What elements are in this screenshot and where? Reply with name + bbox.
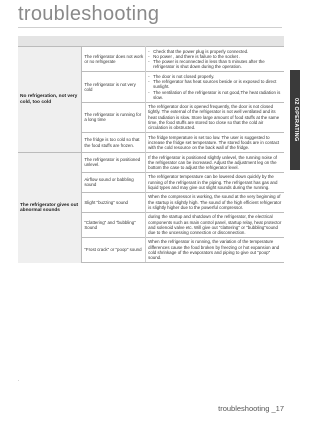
cause-cell: The refrigerator is positioned unlevel. <box>82 153 146 173</box>
solution-item: The refrigerator has heat sources beside or is exposed to direct sunlight. <box>153 78 277 90</box>
problem-cell: No refrigeration, not very cold, too cold <box>18 47 82 153</box>
table-row <box>18 47 284 72</box>
solution-cell: during the startup and shutdown of the refrigerator, the electrical components such as main control panel, startup relay, heat protector and solenoid valve etc. Will give out "clattering" or "bubbling"sound due to the uncessing connection or disconnection. <box>146 212 284 237</box>
cause-cell: The refrigerator is not very cold <box>82 72 146 102</box>
solution-item: No power , and there is failure to the socket . <box>153 53 241 59</box>
cause-cell: The refrigerator is running for a long time <box>82 102 146 132</box>
solution-cell: When the refrigerator is running, the variation of the temperature differences cause the food broken by freezing or hot expansion and cold shrinkage of the evaporators and piping to give out "poop" sound. <box>146 237 284 262</box>
problem-cell: The refrigerator gives out abnormal sounds <box>18 153 82 263</box>
stray-mark: . <box>18 377 20 383</box>
cause-cell: "Frost crack" or "poop" sound <box>82 237 146 262</box>
solution-cell: The refrigerator temperature can be lowered down quickly by the running of the refrigerant in the piping. The refrigerant has gas and liquid types and may give out slight sounds during the running. <box>146 172 284 192</box>
page-footer: troubleshooting _17 <box>218 404 284 413</box>
cause-cell: The refrigerator does not work or no refrigerate <box>82 47 146 72</box>
solution-cell: The refrigerator door is opened frequently, the door is not closed tightly. The external of the refrigerator is not well ventilated and its heat radiation is slow. Store large amount of food stuffs at the same time, the food stuffs are stored too close so that the cold air circulation is obstructed. <box>146 102 284 132</box>
solution-item: The ventilation of the refrigerator is not good,The heat radiation is slow. <box>153 89 281 100</box>
solution-cell: When the compressor is working, the sound at the very beginning of the startup is slightly high. The sound of the high efficient refrigerator is slightly higher due to the powerful compressor. <box>146 192 284 212</box>
solution-item: Check that the power plug is properly connected. <box>153 48 249 54</box>
page-title: troubleshooting <box>18 3 160 25</box>
solution-cell: - The door is not closed properly. - The refrigerator has heat sources beside or is exposed to direct sunlight. - The ventilation of the refrigerator is not good,The heat radiation is slow. <box>146 72 284 102</box>
solution-item: The power is reconnected in less than 5 minutes after the refrigerator is shut down during the operation. <box>153 59 265 70</box>
table-header-bar <box>18 36 284 46</box>
solution-cell: The fridge temperature is set too low. The user is suggested to increase the fridge set temperature. The stored foods are in contact with the cold resource on the back wall of the fridge. <box>146 133 284 153</box>
solution-item: The door is not closed properly. <box>153 73 215 79</box>
title-divider <box>18 27 282 28</box>
cause-cell: Slight "buzzing" sound <box>82 192 146 212</box>
side-tab-label: 02 OPERATING <box>293 98 299 142</box>
cause-cell: "Clattering" and "bubbling" Sound <box>82 212 146 237</box>
solution-cell: - Check that the power plug is properly connected. - No power , and there is failure to the socket . - The power is reconnected in less than 5 minutes after the refrigerator is shut down during the operation. <box>146 47 284 72</box>
cause-cell: Airflow sound or babbling sound <box>82 172 146 192</box>
cause-cell: The fridge is too cold so that the food stuffs are frozen. <box>82 133 146 153</box>
troubleshooting-table <box>18 46 284 263</box>
solution-cell: If the refrigerator is positioned slightly unlevel, the running noise of the refrigerator can be increased. Adjust the adjustment leg on the bottom the case to adjust the refrigerator level. <box>146 153 284 173</box>
table-row <box>18 153 284 173</box>
